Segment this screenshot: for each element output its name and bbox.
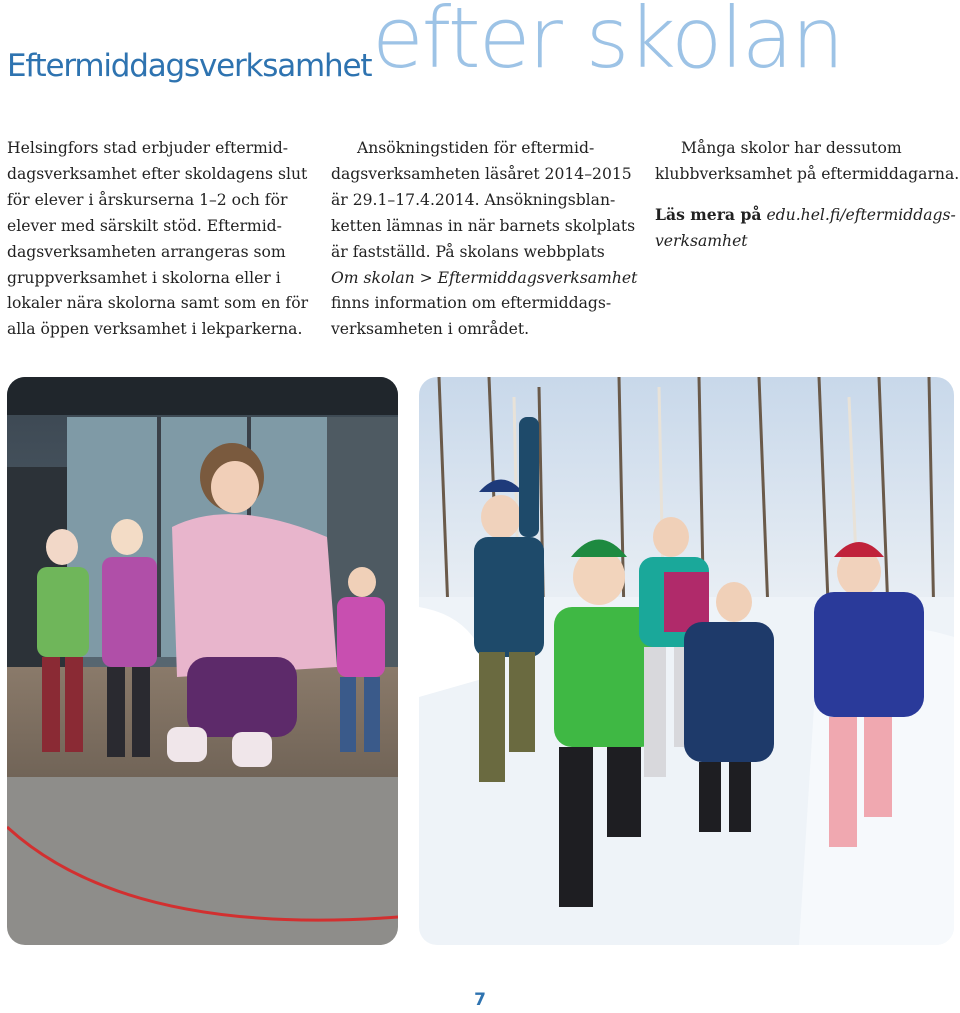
text-column-3 <box>655 136 960 255</box>
photo-snow-running-illustration <box>419 377 954 945</box>
text-line-italic: Om skolan > Eftermiddagsverksamhet <box>331 268 638 287</box>
text-line: klubbverksamhet på eftermiddagarna. <box>655 164 960 183</box>
text-line: finns information om eftermiddags- <box>331 294 612 313</box>
page-header <box>0 0 960 100</box>
text-line: dagsverksamheten läsåret 2014–2015 <box>331 164 632 183</box>
section-subtitle: Eftermiddagsverksamhet <box>7 48 372 84</box>
text-line: är fastställd. På skolans webbplats <box>331 242 605 261</box>
text-line: är 29.1–17.4.2014. Ansökningsblan- <box>331 190 616 209</box>
photo-children-running-in-snow <box>419 377 954 945</box>
text-line: verksamheten i området. <box>331 320 530 339</box>
text-line: Helsingfors stad erbjuder eftermid- <box>7 139 289 157</box>
read-more-link-line2[interactable]: verksamhet <box>655 231 748 250</box>
section-title: efter skolan <box>372 0 843 87</box>
text-line: dagsverksamhet efter skoldagens slut <box>7 164 308 183</box>
read-more-link[interactable]: edu.hel.fi/eftermiddags- <box>766 205 956 224</box>
text-line: ketten lämnas in när barnets skolplats <box>331 216 636 235</box>
text-line: Många skolor har dessutom <box>681 139 902 157</box>
text-line: Ansökningstiden för eftermid- <box>357 139 595 157</box>
text-line: elever med särskilt stöd. Eftermid- <box>7 216 282 235</box>
text-line: lokaler nära skolorna samt som en för <box>7 294 309 313</box>
text-line: gruppverksamhet i skolorna eller i <box>7 268 281 287</box>
page-number: 7 <box>474 990 486 1010</box>
text-column-2 <box>331 136 646 343</box>
photo-children-jumping-rope <box>7 377 398 945</box>
text-column-1 <box>7 136 322 343</box>
read-more-label: Läs mera på <box>655 204 762 224</box>
read-more-link-continued <box>655 229 960 255</box>
read-more <box>655 202 960 229</box>
text-line: för elever i årskurserna 1–2 och för <box>7 190 288 209</box>
text-line: dagsverksamheten arrangeras som <box>7 242 286 261</box>
text-line: alla öppen verksamhet i lekparkerna. <box>7 320 303 339</box>
photo-jumping-rope-illustration <box>7 377 398 945</box>
